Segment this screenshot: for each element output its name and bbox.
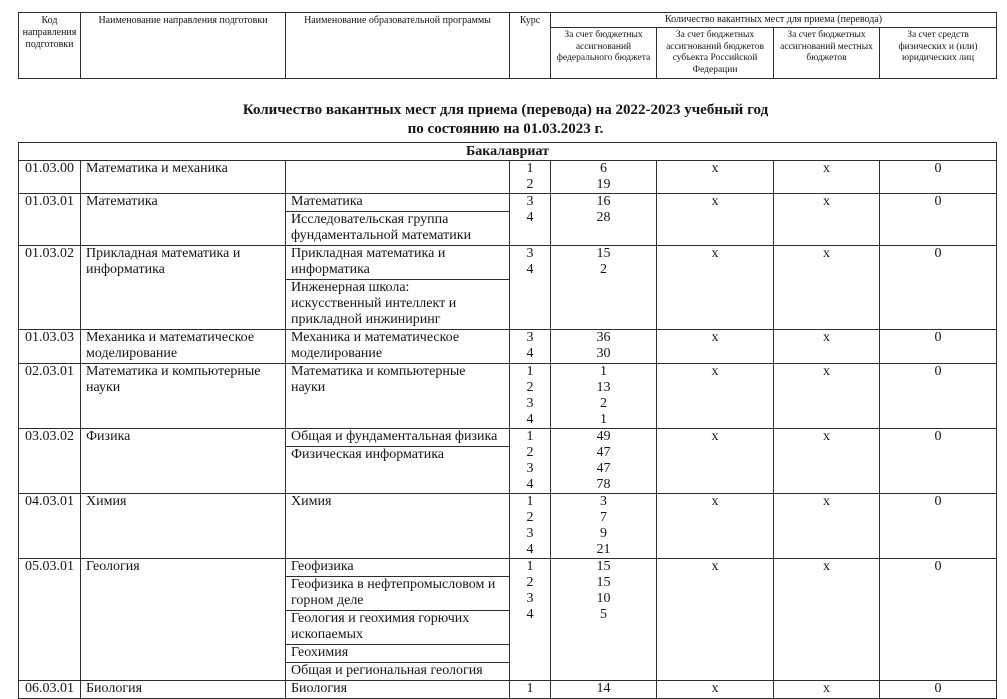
federal-budget-cell-line: 15 bbox=[596, 559, 611, 574]
code-cell: 02.03.01 bbox=[19, 364, 81, 429]
federal-budget-cell bbox=[551, 494, 657, 559]
course-cell-line: 3 bbox=[526, 396, 534, 411]
course-cell bbox=[510, 364, 551, 429]
code-cell: 01.03.00 bbox=[19, 161, 81, 194]
course-cell-line: 3 bbox=[526, 461, 534, 476]
header-local-budget: За счет бюджетных ассигнований местных бюджетов bbox=[774, 28, 880, 79]
federal-budget-cell-line: 13 bbox=[596, 380, 611, 395]
federal-budget-cell-line: 47 bbox=[596, 445, 611, 460]
course-cell-line: 3 bbox=[526, 246, 534, 261]
federal-budget-cell-line: 1 bbox=[600, 364, 607, 379]
header-row-group bbox=[19, 13, 997, 28]
table-row bbox=[19, 494, 997, 559]
course-cell-line: 2 bbox=[526, 510, 534, 525]
federal-budget-cell bbox=[551, 194, 657, 246]
direction-cell: Математика и компьютерные науки bbox=[81, 364, 286, 429]
local-budget-cell: x bbox=[774, 161, 880, 194]
programs-cell bbox=[286, 194, 510, 246]
course-cell-line: 1 bbox=[526, 161, 534, 176]
direction-cell: Химия bbox=[81, 494, 286, 559]
course-cell-line: 3 bbox=[526, 330, 534, 345]
programs-cell bbox=[286, 429, 510, 494]
code-cell: 05.03.01 bbox=[19, 559, 81, 681]
header-table bbox=[18, 12, 997, 79]
programs-cell bbox=[286, 559, 510, 681]
code-cell: 01.03.01 bbox=[19, 194, 81, 246]
program-item: Геология и геохимия горючих ископаемых bbox=[286, 611, 509, 645]
federal-budget-cell-line: 7 bbox=[600, 510, 607, 525]
course-cell-line: 2 bbox=[526, 575, 534, 590]
program-item: Биология bbox=[291, 681, 348, 696]
direction-cell: Биология bbox=[81, 681, 286, 699]
table-row bbox=[19, 161, 997, 194]
federal-budget-cell bbox=[551, 559, 657, 681]
course-cell-line: 3 bbox=[526, 526, 534, 541]
federal-budget-cell-line: 49 bbox=[596, 429, 611, 444]
private-funds-cell: 0 bbox=[880, 194, 997, 246]
program-item: Прикладная математика и информатика bbox=[286, 246, 509, 280]
section-title: Бакалавриат bbox=[19, 143, 997, 161]
course-cell bbox=[510, 330, 551, 364]
title-line-1: Количество вакантных мест для приема (перевода) на 2022-2023 учебный год bbox=[242, 102, 769, 118]
document-title bbox=[18, 101, 993, 139]
subject-budget-cell: x bbox=[657, 681, 774, 699]
program-item: Геохимия bbox=[286, 645, 509, 663]
local-budget-cell: x bbox=[774, 681, 880, 699]
local-budget-cell: x bbox=[774, 330, 880, 364]
header-subject-budget: За счет бюджетных ассигнований бюджетов субъекта Российской Федерации bbox=[657, 28, 774, 79]
header-direction: Наименование направления подготовки bbox=[81, 13, 286, 79]
code-cell: 03.03.02 bbox=[19, 429, 81, 494]
course-cell bbox=[510, 161, 551, 194]
course-cell bbox=[510, 681, 551, 699]
direction-cell: Прикладная математика и информатика bbox=[81, 246, 286, 330]
program-item: Физическая информатика bbox=[291, 447, 445, 462]
private-funds-cell: 0 bbox=[880, 681, 997, 699]
table-row bbox=[19, 364, 997, 429]
federal-budget-cell-line: 2 bbox=[600, 396, 607, 411]
course-cell bbox=[510, 559, 551, 681]
federal-budget-cell-line: 1 bbox=[600, 412, 607, 427]
section-header-row bbox=[19, 143, 997, 161]
federal-budget-cell-line: 78 bbox=[596, 477, 611, 492]
code-cell: 04.03.01 bbox=[19, 494, 81, 559]
programs-cell bbox=[286, 161, 510, 194]
course-cell-line: 1 bbox=[526, 494, 534, 509]
course-cell-line: 4 bbox=[526, 346, 534, 361]
federal-budget-cell-line: 14 bbox=[596, 681, 611, 696]
course-cell bbox=[510, 194, 551, 246]
program-item: Химия bbox=[291, 494, 332, 509]
local-budget-cell: x bbox=[774, 559, 880, 681]
title-line-2: по состоянию на 01.03.2023 г. bbox=[407, 121, 604, 137]
federal-budget-cell-line: 15 bbox=[596, 246, 611, 261]
course-cell-line: 4 bbox=[526, 412, 534, 427]
private-funds-cell: 0 bbox=[880, 161, 997, 194]
course-cell-line: 2 bbox=[526, 445, 534, 460]
table-row bbox=[19, 559, 997, 681]
course-cell bbox=[510, 246, 551, 330]
program-item: Геофизика в нефтепромысловом и горном деле bbox=[286, 577, 509, 611]
course-cell-line: 1 bbox=[526, 559, 534, 574]
header-private-funds: За счет средств физических и (или) юридических лиц bbox=[880, 28, 997, 79]
federal-budget-cell bbox=[551, 330, 657, 364]
federal-budget-cell bbox=[551, 246, 657, 330]
programs-cell bbox=[286, 364, 510, 429]
federal-budget-cell-line: 5 bbox=[600, 607, 607, 622]
program-item: Исследовательская группа фундаментальной математики bbox=[291, 212, 472, 243]
course-cell-line: 2 bbox=[526, 380, 534, 395]
subject-budget-cell: x bbox=[657, 559, 774, 681]
header-code: Код направления подготовки bbox=[19, 13, 81, 79]
federal-budget-cell-line: 47 bbox=[596, 461, 611, 476]
direction-cell: Физика bbox=[81, 429, 286, 494]
direction-cell: Геология bbox=[81, 559, 286, 681]
course-cell-line: 4 bbox=[526, 477, 534, 492]
program-item: Математика и компьютерные науки bbox=[291, 364, 466, 395]
program-item: Общая и фундаментальная физика bbox=[286, 429, 509, 447]
federal-budget-cell-line: 2 bbox=[600, 262, 607, 277]
program-item: Общая и региональная геология bbox=[291, 663, 483, 678]
table-row bbox=[19, 246, 997, 330]
federal-budget-cell-line: 28 bbox=[596, 210, 611, 225]
course-cell-line: 1 bbox=[526, 429, 534, 444]
course-cell-line: 3 bbox=[526, 591, 534, 606]
local-budget-cell: x bbox=[774, 494, 880, 559]
federal-budget-cell bbox=[551, 681, 657, 699]
subject-budget-cell: x bbox=[657, 194, 774, 246]
local-budget-cell: x bbox=[774, 429, 880, 494]
course-cell-line: 4 bbox=[526, 262, 534, 277]
direction-cell: Математика и механика bbox=[81, 161, 286, 194]
header-course: Курс bbox=[510, 13, 551, 79]
main-table bbox=[18, 142, 997, 699]
private-funds-cell: 0 bbox=[880, 559, 997, 681]
course-cell-line: 4 bbox=[526, 542, 534, 557]
table-row bbox=[19, 681, 997, 699]
course-cell bbox=[510, 494, 551, 559]
private-funds-cell: 0 bbox=[880, 330, 997, 364]
header-vacancies-group: Количество вакантных мест для приема (перевода) bbox=[551, 13, 997, 28]
subject-budget-cell: x bbox=[657, 330, 774, 364]
federal-budget-cell-line: 16 bbox=[596, 194, 611, 209]
course-cell bbox=[510, 429, 551, 494]
federal-budget-cell bbox=[551, 364, 657, 429]
federal-budget-cell bbox=[551, 429, 657, 494]
table-row bbox=[19, 429, 997, 494]
programs-cell bbox=[286, 330, 510, 364]
local-budget-cell: x bbox=[774, 194, 880, 246]
code-cell: 06.03.01 bbox=[19, 681, 81, 699]
course-cell-line: 4 bbox=[526, 210, 534, 225]
federal-budget-cell-line: 30 bbox=[596, 346, 611, 361]
program-item: Геофизика bbox=[286, 559, 509, 577]
program-item: Инженерная школа: искусственный интеллект и прикладной инжиниринг bbox=[291, 280, 457, 327]
course-cell-line: 4 bbox=[526, 607, 534, 622]
local-budget-cell: x bbox=[774, 246, 880, 330]
direction-cell: Механика и математическое моделирование bbox=[81, 330, 286, 364]
local-budget-cell: x bbox=[774, 364, 880, 429]
federal-budget-cell-line: 3 bbox=[600, 494, 607, 509]
federal-budget-cell-line: 21 bbox=[596, 542, 611, 557]
table-row bbox=[19, 330, 997, 364]
header-federal-budget: За счет бюджетных ассигнований федерального бюджета bbox=[551, 28, 657, 79]
course-cell-line: 3 bbox=[526, 194, 534, 209]
code-cell: 01.03.02 bbox=[19, 246, 81, 330]
program-item: Механика и математическое моделирование bbox=[291, 330, 460, 361]
federal-budget-cell-line: 10 bbox=[596, 591, 611, 606]
header-program: Наименование образовательной программы bbox=[286, 13, 510, 79]
subject-budget-cell: x bbox=[657, 494, 774, 559]
private-funds-cell: 0 bbox=[880, 494, 997, 559]
programs-cell bbox=[286, 681, 510, 699]
program-item: Математика bbox=[286, 194, 509, 212]
program-item bbox=[286, 161, 509, 178]
private-funds-cell: 0 bbox=[880, 364, 997, 429]
code-cell: 01.03.03 bbox=[19, 330, 81, 364]
course-cell-line: 1 bbox=[526, 681, 534, 696]
subject-budget-cell: x bbox=[657, 161, 774, 194]
federal-budget-cell-line: 9 bbox=[600, 526, 607, 541]
federal-budget-cell bbox=[551, 161, 657, 194]
private-funds-cell: 0 bbox=[880, 246, 997, 330]
subject-budget-cell: x bbox=[657, 429, 774, 494]
federal-budget-cell-line: 6 bbox=[600, 161, 607, 176]
programs-cell bbox=[286, 494, 510, 559]
federal-budget-cell-line: 36 bbox=[596, 330, 611, 345]
programs-cell bbox=[286, 246, 510, 330]
subject-budget-cell: x bbox=[657, 246, 774, 330]
subject-budget-cell: x bbox=[657, 364, 774, 429]
course-cell-line: 1 bbox=[526, 364, 534, 379]
federal-budget-cell-line: 15 bbox=[596, 575, 611, 590]
federal-budget-cell-line: 19 bbox=[596, 177, 611, 192]
table-row bbox=[19, 194, 997, 246]
private-funds-cell: 0 bbox=[880, 429, 997, 494]
course-cell-line: 2 bbox=[526, 177, 534, 192]
direction-cell: Математика bbox=[81, 194, 286, 246]
